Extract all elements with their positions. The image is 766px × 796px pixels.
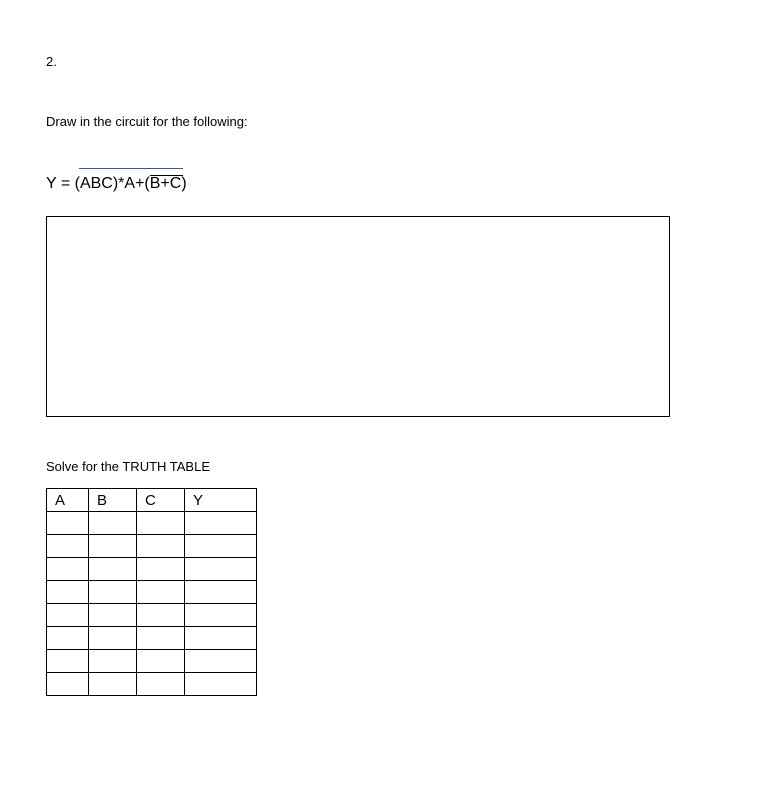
table-cell[interactable] — [185, 650, 257, 673]
table-cell[interactable] — [47, 512, 89, 535]
table-cell[interactable] — [137, 673, 185, 696]
question-number: 2. — [46, 54, 57, 69]
truth-table — [46, 488, 257, 696]
table-cell[interactable] — [47, 604, 89, 627]
table-row — [47, 627, 257, 650]
table-cell[interactable] — [89, 581, 137, 604]
header-b: B — [89, 489, 137, 512]
table-row — [47, 535, 257, 558]
truth-table-title: Solve for the TRUTH TABLE — [46, 459, 211, 474]
table-row — [47, 673, 257, 696]
table-cell[interactable] — [89, 512, 137, 535]
table-cell[interactable] — [137, 512, 185, 535]
table-cell[interactable] — [137, 535, 185, 558]
table-cell[interactable] — [137, 627, 185, 650]
boolean-equation: Y = (ABC)*A+(B+C) — [46, 175, 187, 192]
table-cell[interactable] — [47, 627, 89, 650]
table-row — [47, 512, 257, 535]
table-cell[interactable] — [89, 627, 137, 650]
header-c: C — [137, 489, 185, 512]
table-cell[interactable] — [89, 558, 137, 581]
table-cell[interactable] — [137, 581, 185, 604]
instruction-text: Draw in the circuit for the following: — [46, 114, 248, 129]
table-cell[interactable] — [185, 673, 257, 696]
table-cell[interactable] — [89, 604, 137, 627]
truth-table-header-row — [47, 489, 257, 512]
table-cell[interactable] — [47, 673, 89, 696]
table-cell[interactable] — [185, 535, 257, 558]
table-cell[interactable] — [89, 673, 137, 696]
table-row — [47, 558, 257, 581]
table-cell[interactable] — [137, 558, 185, 581]
table-row — [47, 581, 257, 604]
header-y: Y — [185, 489, 257, 512]
table-cell[interactable] — [185, 512, 257, 535]
table-row — [47, 650, 257, 673]
table-cell[interactable] — [47, 535, 89, 558]
table-cell[interactable] — [89, 650, 137, 673]
equation-long-overbar — [79, 168, 183, 169]
table-cell[interactable] — [185, 581, 257, 604]
circuit-drawing-area[interactable] — [46, 216, 670, 417]
table-cell[interactable] — [185, 558, 257, 581]
table-cell[interactable] — [185, 627, 257, 650]
table-row — [47, 604, 257, 627]
table-cell[interactable] — [47, 581, 89, 604]
table-cell[interactable] — [47, 650, 89, 673]
header-a: A — [47, 489, 89, 512]
table-cell[interactable] — [47, 558, 89, 581]
table-cell[interactable] — [89, 535, 137, 558]
table-cell[interactable] — [185, 604, 257, 627]
table-cell[interactable] — [137, 604, 185, 627]
table-cell[interactable] — [137, 650, 185, 673]
